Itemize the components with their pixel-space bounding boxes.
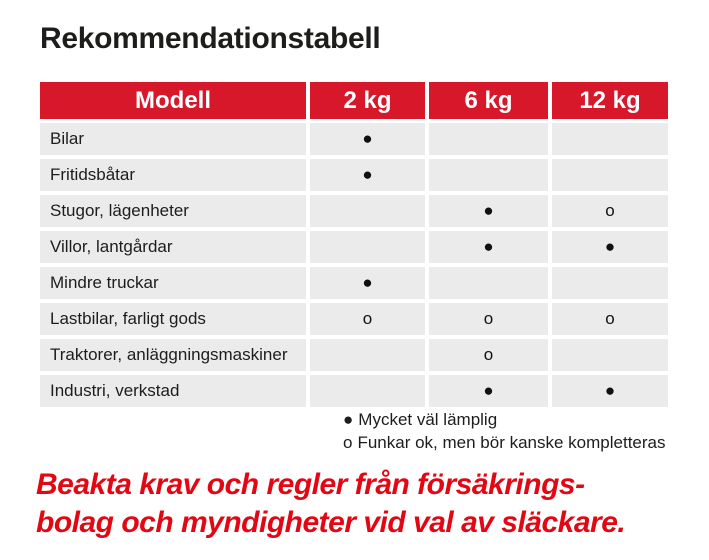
open-dot-symbol: o — [552, 303, 668, 335]
legend-item-open — [343, 431, 666, 454]
filled-dot-symbol: ● — [552, 375, 668, 407]
row-label: Villor, lantgårdar — [40, 231, 306, 263]
filled-dot-symbol: ● — [310, 267, 425, 299]
row-label: Industri, verkstad — [40, 375, 306, 407]
filled-dot-symbol: ● — [552, 231, 668, 263]
legend — [343, 408, 666, 454]
open-dot-symbol: o — [552, 195, 668, 227]
filled-dot-symbol: ● — [310, 123, 425, 155]
filled-dot-symbol: ● — [343, 410, 354, 429]
open-dot-symbol: o — [429, 339, 548, 371]
empty-cell — [552, 159, 668, 191]
legend-text-open: Funkar ok, men bör kanske kompletteras — [357, 433, 666, 452]
empty-cell — [310, 339, 425, 371]
empty-cell — [429, 159, 548, 191]
row-label: Traktorer, anläggningsmaskiner — [40, 339, 306, 371]
row-label: Mindre truckar — [40, 267, 306, 299]
recommendation-table — [40, 82, 668, 407]
filled-dot-symbol: ● — [429, 231, 548, 263]
column-header-modell: Modell — [40, 82, 306, 119]
column-header-12kg: 12 kg — [552, 82, 668, 119]
open-dot-symbol: o — [429, 303, 548, 335]
empty-cell — [552, 339, 668, 371]
empty-cell — [310, 195, 425, 227]
empty-cell — [429, 267, 548, 299]
filled-dot-symbol: ● — [429, 195, 548, 227]
footnote-line-1: Beakta krav och regler från försäkrings- — [36, 468, 585, 501]
empty-cell — [310, 375, 425, 407]
row-label: Fritidsbåtar — [40, 159, 306, 191]
page-title: Rekommendationstabell — [40, 22, 381, 55]
footnote-line-2: bolag och myndigheter vid val av släckare. — [36, 506, 626, 539]
empty-cell — [310, 231, 425, 263]
legend-text-filled: Mycket väl lämplig — [358, 410, 498, 429]
filled-dot-symbol: ● — [429, 375, 548, 407]
column-header-2kg: 2 kg — [310, 82, 425, 119]
empty-cell — [552, 123, 668, 155]
footnote — [36, 466, 625, 542]
open-dot-symbol: o — [343, 433, 353, 452]
row-label: Lastbilar, farligt gods — [40, 303, 306, 335]
empty-cell — [552, 267, 668, 299]
legend-item-filled — [343, 408, 666, 431]
empty-cell — [429, 123, 548, 155]
filled-dot-symbol: ● — [310, 159, 425, 191]
column-header-6kg: 6 kg — [429, 82, 548, 119]
row-label: Bilar — [40, 123, 306, 155]
open-dot-symbol: o — [310, 303, 425, 335]
row-label: Stugor, lägenheter — [40, 195, 306, 227]
